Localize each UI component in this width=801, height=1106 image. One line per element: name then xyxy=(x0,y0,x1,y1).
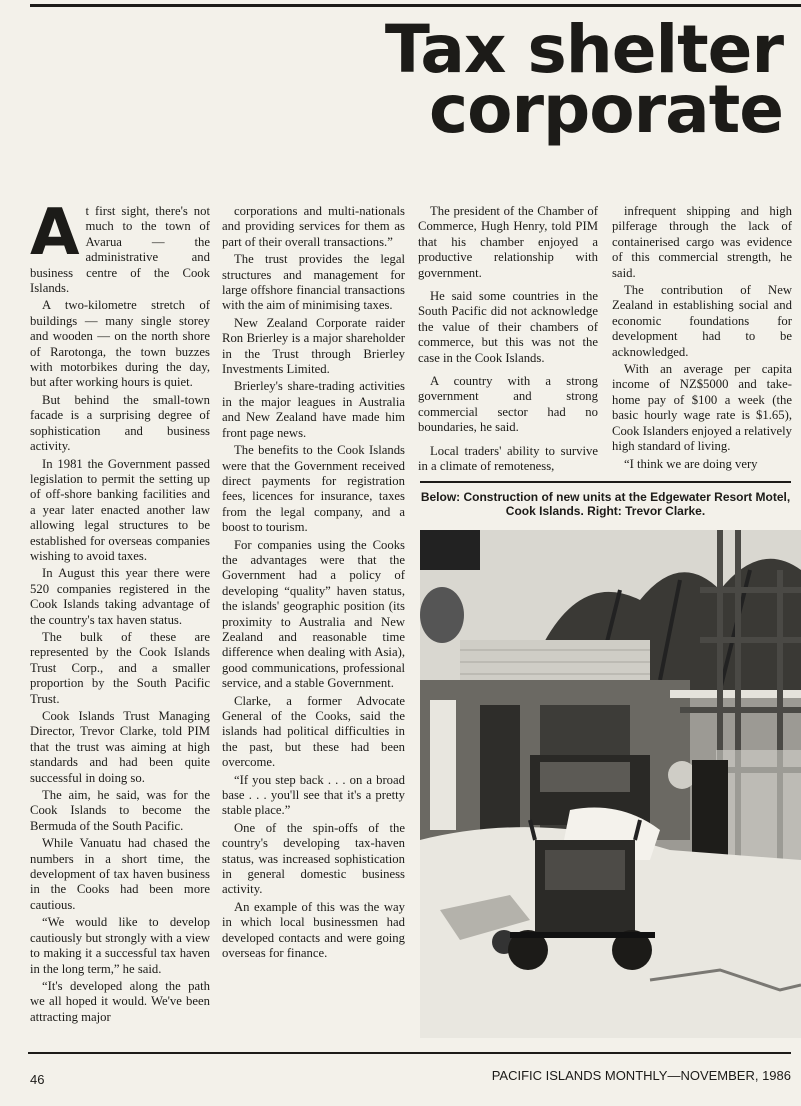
article-paragraph: “I think we are doing very xyxy=(624,456,758,471)
article-paragraph: The bulk of these are represented by the Cook Islands Trust Corp., and a smaller proportion by the South Pacific Trust. xyxy=(30,629,210,706)
article-paragraph: A country with a strong government and strong commercial sector had no boundaries, he said. xyxy=(418,374,598,435)
article-paragraph: An example of this was the way in which local businessmen had developed contacts and were going overseas for finance. xyxy=(222,899,405,961)
article-paragraph: A two-kilometre stretch of buildings — many single storey and wooden — on the north shore of Rarotonga, the town buzzes with motorbikes during the day, but after working hours is quiet. xyxy=(30,298,210,390)
article-paragraph: Clarke, a former Advocate General of the Cooks, said the islands had political difficulties in the past, but these had been overcome. xyxy=(222,693,405,770)
article-column-3 xyxy=(418,204,598,477)
article-paragraph: While Vanuatu had chased the numbers in a short time, the development of tax haven business in the Cooks had been more cautious. xyxy=(30,836,210,912)
article-paragraph: Cook Islands Trust Managing Director, Trevor Clarke, told PIM that the trust was aiming at high standards and had been quite successful in doing so. xyxy=(30,709,210,785)
article-paragraph: infrequent shipping and high pilferage through the lack of containerised cargo was evidence of this commercial strength, he said. xyxy=(612,204,792,280)
article-column-4 xyxy=(612,204,792,474)
article-paragraph: In August this year there were 520 companies registered in the Cook Islands taking advantage of the country's tax haven status. xyxy=(30,566,210,627)
article-paragraph: t first sight, there's not much to the town of Avarua — the administrative and business centre of the Cook Islands. xyxy=(30,204,210,296)
article-paragraph: The contribution of New Zealand in establishing social and economic foundations for development had to be acknowledged. xyxy=(612,283,792,359)
article-paragraph: “We would like to develop cautiously but strongly with a view to making it a successful tax haven in the long term,” he said. xyxy=(30,915,210,976)
article-paragraph: Brierley's share-trading activities in the major leagues in Australia and New Zealand have made him front page news. xyxy=(222,379,405,440)
drop-cap: A xyxy=(30,196,80,270)
article-paragraph: The benefits to the Cook Islands were that the Government received direct payments for registration fees, licences for insurance, taxes from the legal company, and a boost to tourism. xyxy=(222,443,405,535)
publication-footer: PACIFIC ISLANDS MONTHLY—NOVEMBER, 1986 xyxy=(491,1068,791,1083)
article-paragraph: “If you step back . . . on a broad base . . . you'll see that it's a pretty stable place.” xyxy=(222,772,405,818)
article-paragraph: But behind the small-town facade is a surprising degree of sophistication and business activity. xyxy=(30,392,210,454)
article-paragraph: He said some countries in the South Pacific did not acknowledge the value of their chambers of commerce, but this was not the case in the Cook Islands. xyxy=(418,289,598,365)
top-rule xyxy=(30,4,801,7)
article-paragraph: Local traders' ability to survive in a climate of remoteness, xyxy=(418,443,598,474)
article-column-2 xyxy=(222,204,405,964)
construction-photo xyxy=(420,530,801,1038)
bottom-rule xyxy=(28,1052,791,1054)
article-paragraph: New Zealand Corporate raider Ron Brierley is a major shareholder in the Trust through Brierley Investments Limited. xyxy=(222,315,405,377)
photo-caption: Below: Construction of new units at the Edgewater Resort Motel, Cook Islands. Right: Trevor Clarke. xyxy=(420,490,791,518)
headline-line-1: Tax shelter xyxy=(384,11,783,88)
headline xyxy=(384,11,783,148)
article-paragraph: The president of the Chamber of Commerce, Hugh Henry, told PIM that his chamber enjoyed a productive relationship with government. xyxy=(418,204,598,280)
page-number: 46 xyxy=(30,1072,45,1087)
article-paragraph: The aim, he said, was for the Cook Islands to become the Bermuda of the South Pacific. xyxy=(30,788,210,833)
article-paragraph: “It's developed along the path we all hoped it would. We've been attracting major xyxy=(30,978,210,1024)
article-paragraph: One of the spin-offs of the country's developing tax-haven status, was increased sophistication in general domestic business activity. xyxy=(222,820,405,897)
article-paragraph: corporations and multi-nationals and providing services for them as part of their overall transactions.” xyxy=(222,204,405,249)
article-paragraph: For companies using the Cooks the advantages were that the Government had a policy of developing “quality” haven status, the islands' geographic position (its proximity to Australia and New Zealand and reasonable time difference when dealing with Asia), good communications, professional service, and a stable Government. xyxy=(222,537,405,691)
article-paragraph: The trust provides the legal structures and management for large offshore financial transactions with the aim of minimising taxes. xyxy=(222,252,405,313)
headline-line-2: corporate xyxy=(429,71,783,148)
article-paragraph: In 1981 the Government passed legislation to permit the setting up of off-shore banking facilities and a year later enacted another law allowing legal structures to be established for overseas companies wishing to avoid taxes. xyxy=(30,456,210,563)
article-paragraph: With an average per capita income of NZ$5000 and take-home pay of $100 a week (the basic hourly wage rate is $1.65), Cook Islanders enjoyed a relatively high standard of living. xyxy=(612,362,792,454)
caption-rule xyxy=(420,481,791,483)
article-column-1 xyxy=(30,196,210,1027)
